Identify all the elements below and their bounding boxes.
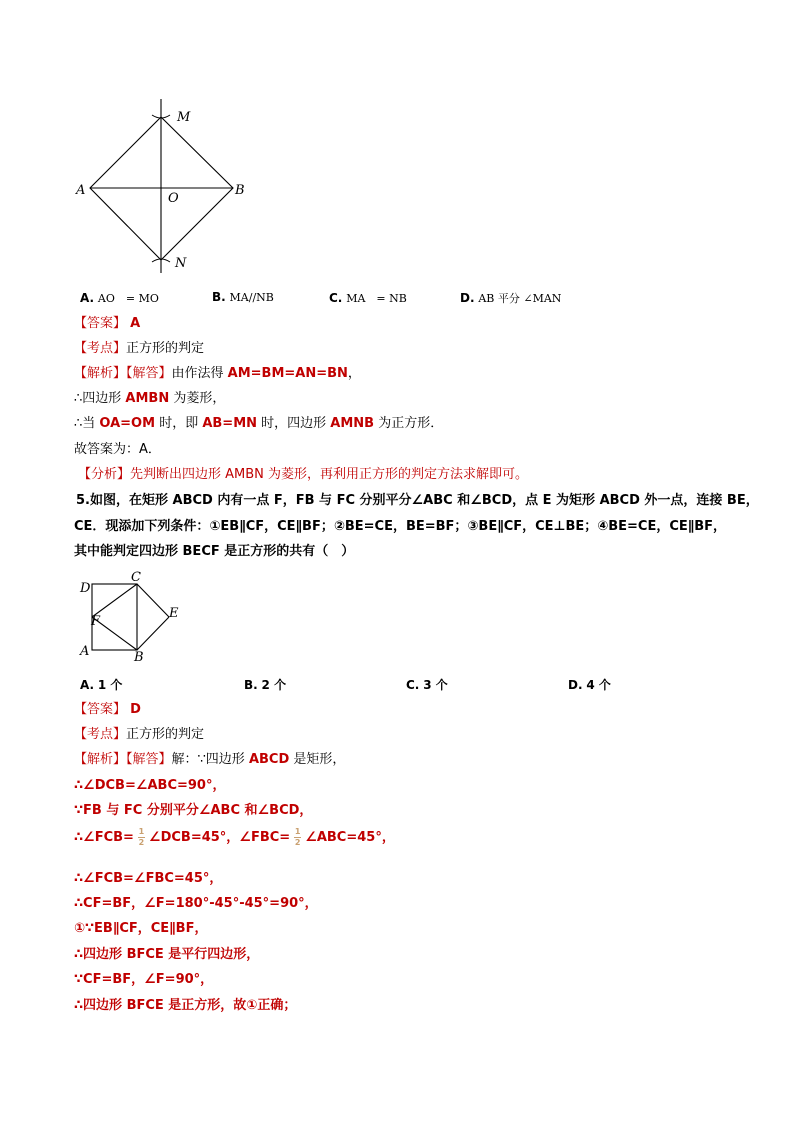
label-e: E xyxy=(169,606,179,621)
option-text: 3 个 xyxy=(423,678,448,692)
q5-solve-line xyxy=(74,751,345,769)
line-text-end: 为正方形． xyxy=(374,416,444,431)
line-fc xyxy=(92,584,137,617)
line-highlight-1: OA=OM xyxy=(99,416,156,431)
fraction-numerator: 1 xyxy=(138,827,145,836)
label-o: O xyxy=(168,191,179,206)
q4-line-4 xyxy=(74,441,161,459)
q5-line-7 xyxy=(74,920,207,938)
line-text-mid: 时，即 xyxy=(155,416,203,431)
solve-highlight: ABCD xyxy=(248,752,290,767)
fraction-numerator: 1 xyxy=(294,827,301,836)
label-b: B xyxy=(134,650,144,665)
option-letter: D. xyxy=(568,678,583,692)
option-letter: B. xyxy=(244,678,258,692)
line-text: 故答案为：A． xyxy=(74,442,161,457)
q4-options xyxy=(80,290,700,310)
fraction-denominator: 2 xyxy=(138,838,145,847)
line-text: ∴四边形 BFCE 是平行四边形， xyxy=(74,947,260,962)
line-text: ∵CF=BF，∠F=90°， xyxy=(74,972,214,987)
q5-line-5 xyxy=(74,870,222,888)
label-b: B xyxy=(235,183,245,198)
label-m: M xyxy=(177,110,191,125)
line-text-end: 为菱形， xyxy=(169,391,226,406)
line-ce xyxy=(137,584,169,617)
rectangle-svg xyxy=(72,566,192,666)
q5-option-a[interactable] xyxy=(80,676,122,693)
line-text: ∴CF=BF，∠F=180°-45°-45°=90°， xyxy=(74,896,318,911)
q4-option-b[interactable] xyxy=(212,290,274,304)
analysis-tag: 【解析】 xyxy=(74,752,127,767)
stem-text: 5.如图，在矩形 ABCD 内有一点 F，FB 与 FC 分别平分∠ABC 和∠BCD，点 E 为矩形 ABCD 外一点，连接 BE， xyxy=(76,493,759,508)
q5-stem-line-2 xyxy=(74,518,726,536)
q5-line-2 xyxy=(74,777,225,795)
option-letter: B. xyxy=(212,290,226,304)
label-f: F xyxy=(91,614,101,629)
q4-line-3 xyxy=(74,415,443,433)
q5-line-10 xyxy=(74,997,296,1015)
line-text: ①∵EB∥CF，CE∥BF， xyxy=(74,921,208,936)
option-text: 2 个 xyxy=(261,678,287,692)
point-tag: 【考点】 xyxy=(74,341,127,356)
solve-tag: 【解答】 xyxy=(126,366,172,381)
option-text: 4 个 xyxy=(586,678,611,692)
option-letter: C. xyxy=(329,291,343,305)
fraction-denominator: 2 xyxy=(294,838,301,847)
line-eb xyxy=(137,617,169,650)
option-letter: A. xyxy=(80,291,95,305)
line-text-mid2: 时，四边形 xyxy=(257,416,331,431)
answer-tag: 【答案】 xyxy=(74,316,127,331)
answer-value: D xyxy=(130,702,141,717)
method-tag: 【分析】 xyxy=(78,467,131,482)
option-letter: D. xyxy=(460,291,475,305)
q5-option-c[interactable] xyxy=(406,676,448,693)
solve-text: 解：∵四边形 xyxy=(171,752,249,767)
q4-option-d[interactable] xyxy=(460,290,561,306)
solve-highlight: AM=BM=AN=BN xyxy=(227,366,348,381)
q4-option-a[interactable] xyxy=(80,290,159,306)
line-text: ∴∠FCB=∠FBC=45°， xyxy=(74,871,223,886)
label-c: C xyxy=(131,570,141,585)
rhombus-figure xyxy=(70,95,260,280)
line-highlight-2: AB=MN xyxy=(202,416,258,431)
q5-options xyxy=(80,676,700,696)
q4-solve-line xyxy=(74,365,361,383)
line-text: ∵FB 与 FC 分别平分∠ABC 和∠BCD， xyxy=(74,803,313,818)
label-a: A xyxy=(80,644,90,659)
answer-value: A xyxy=(130,316,141,331)
solve-text: 由作法得 xyxy=(171,366,228,381)
fraction-half-2 xyxy=(294,828,301,847)
option-text: AB 平分 ∠MAN xyxy=(478,292,562,305)
point-text: 正方形的判定 xyxy=(126,341,205,356)
point-text: 正方形的判定 xyxy=(126,727,205,742)
answer-tag: 【答案】 xyxy=(74,702,127,717)
q5-answer-line xyxy=(74,701,141,719)
label-n: N xyxy=(175,256,187,271)
q5-line-3 xyxy=(74,802,312,820)
stem-text: 其中能判定四边形 BECF 是正方形的共有（ ） xyxy=(74,544,355,559)
option-text: AO = MO xyxy=(97,292,159,305)
q5-stem-line-1 xyxy=(76,492,759,510)
q5-line-6 xyxy=(74,895,318,913)
q4-line-2 xyxy=(74,390,225,408)
rectangle-figure xyxy=(72,566,192,666)
q5-line-9 xyxy=(74,971,213,989)
line-text-b: ∠DCB=45°，∠FBC= xyxy=(148,830,291,845)
q5-line-4 xyxy=(74,828,395,847)
solve-text-end: 是矩形， xyxy=(289,752,346,767)
option-text: 1 个 xyxy=(97,678,123,692)
option-letter: A. xyxy=(80,678,95,692)
line-text: ∴当 xyxy=(74,416,100,431)
q4-option-c[interactable] xyxy=(329,290,407,306)
q5-option-d[interactable] xyxy=(568,676,611,693)
option-text: MA//NB xyxy=(229,291,274,304)
label-d: D xyxy=(80,581,91,596)
point-tag: 【考点】 xyxy=(74,727,127,742)
analysis-tag: 【解析】 xyxy=(74,366,127,381)
method-text: 先判断出四边形 AMBN 为菱形，再利用正方形的判定方法求解即可。 xyxy=(130,467,529,482)
q5-line-8 xyxy=(74,946,259,964)
line-highlight-3: AMNB xyxy=(330,416,375,431)
stem-text: CE．现添加下列条件：①EB∥CF，CE∥BF；②BE=CE，BE=BF；③BE∥CF，CE⊥BE；④BE=CE，CE∥BF， xyxy=(74,519,727,534)
q4-point-line xyxy=(74,340,204,358)
q4-answer-line xyxy=(74,315,140,333)
q4-method-line xyxy=(78,466,528,484)
option-letter: C. xyxy=(406,678,420,692)
line-text: ∴∠DCB=∠ABC=90°， xyxy=(74,778,226,793)
fraction-half-1 xyxy=(138,828,145,847)
rhombus-svg xyxy=(70,95,260,280)
line-text: ∴四边形 BFCE 是正方形，故①正确； xyxy=(74,998,297,1013)
solve-tag: 【解答】 xyxy=(126,752,172,767)
q5-point-line xyxy=(74,726,204,744)
solve-text-end: ， xyxy=(347,366,361,381)
q5-stem-line-3 xyxy=(74,543,354,561)
q5-option-b[interactable] xyxy=(244,676,286,693)
line-highlight: AMBN xyxy=(125,391,170,406)
option-text: MA = NB xyxy=(346,292,407,305)
line-text-c: ∠ABC=45°， xyxy=(305,830,395,845)
line-text: ∴四边形 xyxy=(74,391,126,406)
label-a: A xyxy=(76,183,86,198)
line-text-a: ∴∠FCB= xyxy=(74,830,134,845)
